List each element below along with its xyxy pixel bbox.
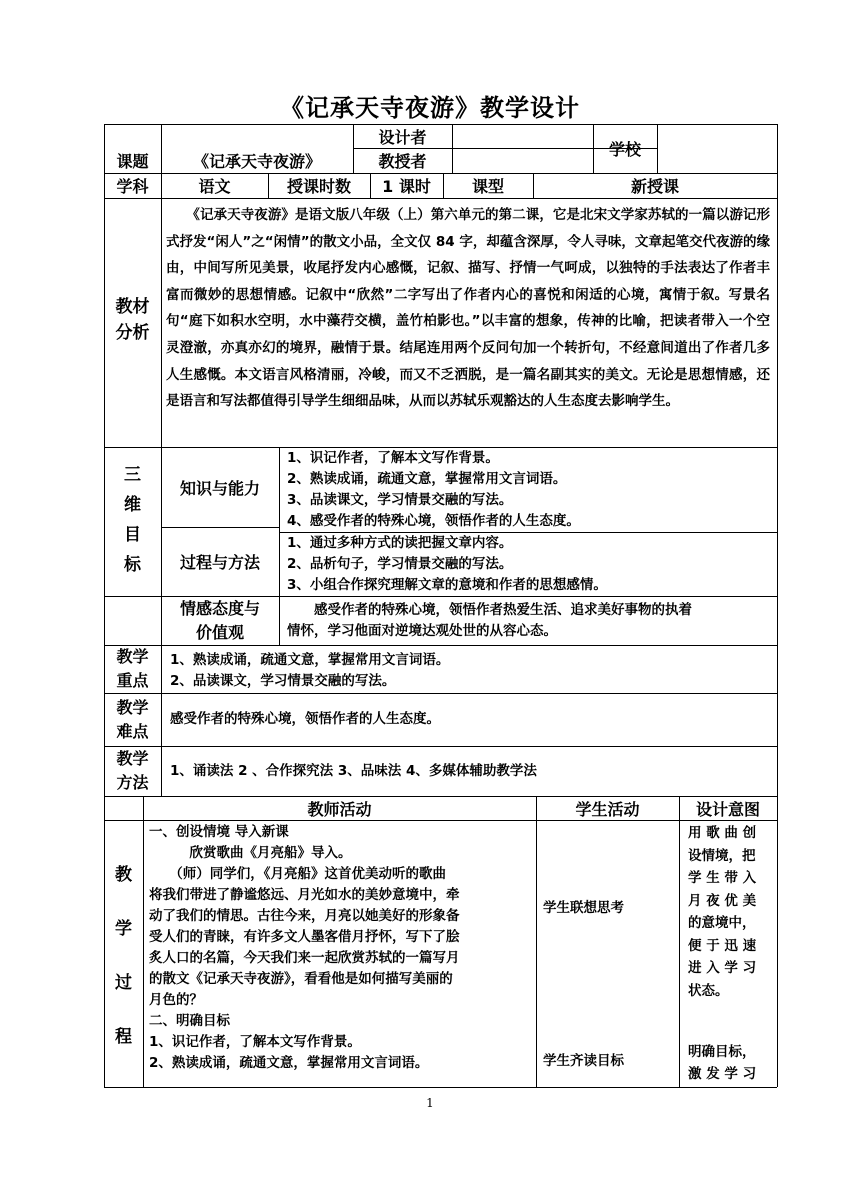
- analysis-label: 教材分析: [115, 297, 150, 343]
- student-activity-1: [543, 898, 624, 919]
- col-teacher-activity: 教师活动: [307, 799, 372, 819]
- difficulty-text: [170, 709, 440, 730]
- side-char: 过: [115, 973, 132, 993]
- text-line: 一、创设情境 导入新课: [149, 824, 289, 840]
- student-activity-text: 学生联想思考: [543, 900, 624, 916]
- hours-label: 授课时数: [286, 177, 351, 196]
- school-label: 学校: [608, 140, 641, 159]
- difficulty-label-line2: 难点: [116, 721, 149, 741]
- text-line: 炙人口的名篇，今天我们来一起欣赏苏轼的一篇写月: [149, 950, 460, 966]
- text-line: 受人们的青睐，有许多文人墨客借月抒怀，写下了脍: [149, 929, 460, 945]
- focus-label: [104, 645, 161, 693]
- subject-label: 学科: [116, 177, 149, 196]
- type-label: 课型: [471, 177, 504, 196]
- list-item: 1、通过多种方式的读把握文章内容。: [287, 535, 513, 551]
- design-intent-2: [688, 1041, 756, 1085]
- text-line: （师）同学们，《月亮船》这首优美动听的歌曲: [149, 866, 446, 882]
- knowledge-list: [287, 448, 580, 532]
- intent-line: 用 歌 曲 创: [688, 825, 757, 841]
- text-line: 动了我们的情思。古往今来，月亮以她美好的形象备: [149, 908, 460, 924]
- document-title: 《记承天寺夜游》教学设计: [280, 94, 580, 122]
- difficulty-label-line1: 教学: [116, 697, 149, 717]
- method-text-line: 1、诵读法 2 、合作探究法 3、品味法 4、多媒体辅助教学法: [170, 763, 537, 779]
- difficulty-text-line: 感受作者的特殊心境，领悟作者的人生态度。: [170, 711, 440, 727]
- method-label-line1: 教学: [116, 749, 149, 768]
- subject-value: 语文: [198, 177, 231, 196]
- list-item: 3、小组合作探究理解文章的意境和作者的思想感情。: [287, 577, 607, 593]
- method-label: [104, 746, 161, 796]
- teacher-label: 教授者: [378, 152, 427, 171]
- intent-line: 月 夜 优 美: [688, 892, 757, 909]
- analysis-text: 《记承天寺夜游》是语文版八年级（上）第六单元的第二课，它是北宋文学家苏轼的一篇以游记形式抒发“闲人”之“闲情”的散文小品，全文仅 84 字，却蕴含深厚，令人寻味，文章起笔交代夜游的缘由，中间写所见美景，收尾抒发内心感慨，记叙、描写、抒情一气呵成，以独特的手法表达了作者丰富而微妙的思想情感。记叙中“欣然”二字写出了作者内心的喜悦和闲适的心境，寓情于叙。写景名句“庭下如积水空明，水中藻荇交横，盖竹柏影也。”以丰富的想象，传神的比喻，把读者带入一个空灵澄澈，亦真亦幻的境界，融情于景。结尾连用两个反问句加一个转折句，不经意间道出了作者几多人生感慨。本文语言风格清丽，冷峻，而又不乏洒脱，是一篇名副其实的美文。无论是思想情感，还是语言和写法都值得引导学生细细品味，从而以苏轼乐观豁达的人生态度去影响学生。: [166, 207, 770, 410]
- emotion-text: [287, 600, 692, 642]
- focus-label-line2: 重点: [116, 671, 149, 690]
- emotion-label-line1: 情感态度与: [179, 598, 260, 618]
- page-number: 1: [426, 1096, 434, 1110]
- text-line: 将我们带进了静谧悠远、月光如水的美妙意境中，牵: [149, 887, 460, 903]
- teacher-activity-text: [149, 822, 460, 1074]
- list-item: 4、感受作者的特殊心境，领悟作者的人生态度。: [287, 513, 580, 529]
- course-label: 课题: [116, 152, 149, 171]
- text-line: 月色的？: [149, 992, 203, 1008]
- list-item: 2、品析句子，学习情景交融的写法。: [287, 556, 513, 572]
- intent-line: 明确目标，: [688, 1044, 756, 1060]
- student-activity-2: [543, 1051, 624, 1072]
- intent-line: 的意境中，: [688, 915, 756, 931]
- list-item: 3、品读课文，学习情景交融的写法。: [287, 492, 513, 508]
- design-intent-1: [688, 822, 756, 1002]
- list-item: 2、品读课文，学习情景交融的写法。: [170, 673, 396, 689]
- process-label: 过程与方法: [179, 553, 260, 572]
- side-char: 教: [115, 865, 132, 885]
- intent-line: 学 生 带 入: [688, 870, 757, 886]
- side-char: 学: [115, 919, 132, 939]
- goals-label: [104, 460, 161, 580]
- text-line: 1、识记作者，了解本文写作背景。: [149, 1034, 361, 1050]
- student-activity-text: 学生齐读目标: [543, 1053, 624, 1069]
- emotion-label-line2: 价值观: [195, 622, 244, 642]
- method-label-line2: 方法: [116, 773, 149, 792]
- list-item: 2、熟读成诵，疏通文意，掌握常用文言词语。: [287, 471, 567, 487]
- process-list: [287, 533, 607, 596]
- col-student-activity: 学生活动: [575, 799, 640, 819]
- hours-value: 1 课时: [382, 177, 431, 196]
- goals-label-text: 三维目标: [124, 465, 141, 575]
- list-item: 1、识记作者，了解本文写作背景。: [287, 450, 499, 466]
- designer-label: 设计者: [378, 127, 427, 147]
- emotion-label: [161, 596, 279, 645]
- intent-line: 便 于 迅 速: [688, 937, 757, 954]
- focus-label-line1: 教学: [116, 647, 149, 666]
- knowledge-label: 知识与能力: [179, 478, 260, 498]
- list-item: 1、熟读成诵，疏通文意，掌握常用文言词语。: [170, 652, 450, 668]
- focus-list: [170, 650, 449, 692]
- text-line: 欣赏歌曲《月亮船》导入。: [149, 845, 352, 861]
- text-line: 的散文《记承天寺夜游》，看看他是如何描写美丽的: [149, 971, 453, 987]
- method-text: [170, 761, 537, 782]
- text-line: 2、熟读成诵，疏通文意，掌握常用文言词语。: [149, 1055, 429, 1071]
- text-line: 二、明确目标: [149, 1013, 230, 1029]
- emotion-text-line2: 情怀，学习他面对逆境达观处世的从容心态。: [287, 623, 557, 639]
- course-value: 《记承天寺夜游》: [192, 152, 321, 171]
- intent-line: 状态。: [688, 982, 729, 999]
- intent-line: 进 入 学 习: [688, 960, 757, 976]
- difficulty-label: [104, 693, 161, 746]
- process-side-label: [104, 860, 143, 1076]
- col-design-intent: 设计意图: [695, 799, 760, 819]
- intent-line: 激 发 学 习: [688, 1066, 757, 1082]
- emotion-text-line1: 感受作者的特殊心境，领悟作者热爱生活、追求美好事物的执着: [287, 602, 692, 618]
- intent-line: 设情境，把: [688, 847, 756, 864]
- type-value: 新授课: [630, 177, 679, 196]
- side-char: 程: [115, 1027, 132, 1047]
